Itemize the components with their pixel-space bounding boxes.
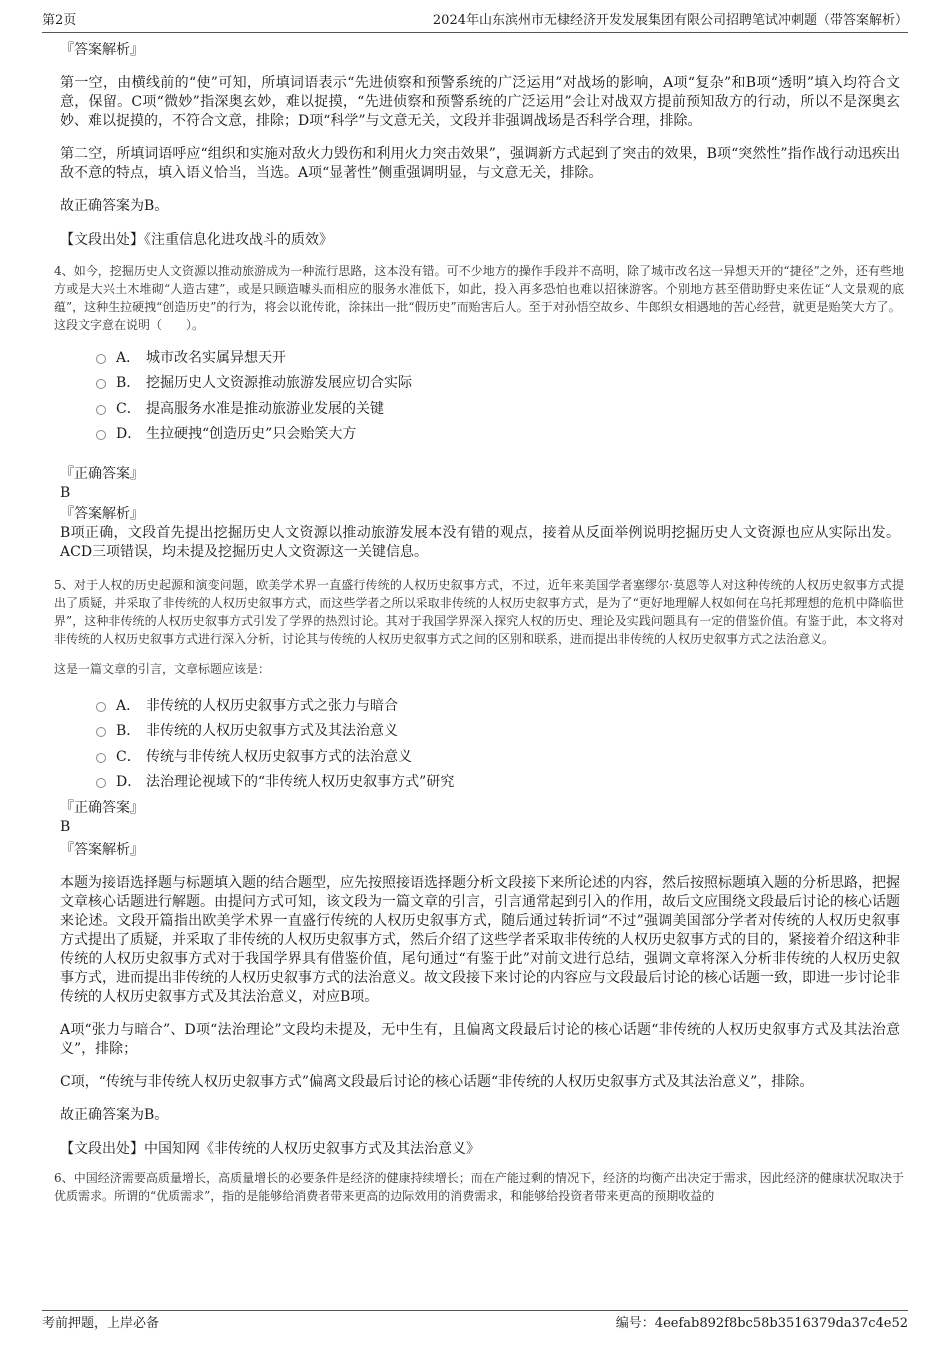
q4-option-a[interactable]	[96, 344, 904, 370]
q3-analysis-label: 『答案解析』	[60, 42, 144, 58]
option-letter: B．	[116, 375, 141, 392]
option-letter: C．	[116, 400, 141, 417]
q4-correct-answer: B	[60, 485, 71, 501]
q4-option-c[interactable]	[96, 395, 904, 421]
option-text: 传统与非传统人权历史叙事方式的法治意义	[146, 748, 412, 765]
q4-correct-label: 『正确答案』	[60, 466, 144, 482]
page-number: 第2页	[42, 13, 77, 28]
q5-option-a[interactable]	[96, 692, 904, 718]
radio-icon[interactable]	[96, 753, 106, 763]
radio-icon[interactable]	[96, 430, 106, 440]
option-text: 生拉硬拽“创造历史”只会贻笑大方	[146, 426, 357, 443]
q5-correct-answer: B	[60, 819, 71, 835]
radio-icon[interactable]	[96, 727, 106, 737]
page-footer	[42, 1310, 908, 1335]
q4-analysis-label: 『答案解析』	[60, 506, 144, 522]
q3-source: 【文段出处】《注重信息化进攻战斗的质效》	[60, 232, 333, 248]
document-code: 编号：4eefab892f8bc58b3516379da37c4e52	[615, 1316, 908, 1331]
option-text: 非传统的人权历史叙事方式及其法治意义	[146, 723, 398, 740]
q3-analysis-para1: 第一空，由横线前的“使”可知，所填词语表示“先进侦察和预警系统的广泛运用”对战场的影响，A项“复杂”和B项“透明”填入均符合文意，保留。C项“微妙”指深奥玄妙，难以捉摸，“先进侦察和预警系统的广泛运用”会让对战双方提前预知敌方的行动，所以不是深奥玄妙、难以捉摸的，不符合文意，排除；D项“科学”与文意无关，文段并非强调战场是否科学合理，排除。	[60, 75, 900, 129]
q5-stem: 5、对于人权的历史起源和演变问题，欧美学术界一直盛行传统的人权历史叙事方式，不过，近年来美国学者塞缪尔·莫恩等人对这种传统的人权历史叙事方式提出了质疑，并采取了非传统的人权历史叙事方式，而这些学者之所以采取非传统的人权历史叙事方式，是为了“更好地理解人权如何在乌托邦理想的危机中降临世界”，这种非传统的人权历史叙事方式引发了学界的热烈讨论。其对于我国学界深入探究人权的历史、理论及实践问题具有一定的借鉴价值。有鉴于此，本文将对非传统的人权历史叙事方式进行深入分析，讨论其与传统的人权历史叙事方式之间的区别和联系，进而提出非传统的人权历史叙事方式之法治意义。	[54, 578, 904, 646]
option-text: 非传统的人权历史叙事方式之张力与暗合	[146, 697, 398, 714]
q5-conclusion: 故正确答案为B。	[60, 1107, 169, 1123]
option-text: 挖掘历史人文资源推动旅游发展应切合实际	[146, 375, 412, 392]
radio-icon[interactable]	[96, 354, 106, 364]
page-header	[42, 12, 908, 33]
q5-correct-label: 『正确答案』	[60, 800, 144, 816]
option-letter: C．	[116, 748, 141, 765]
q4-stem: 4、如今，挖掘历史人文资源以推动旅游成为一种流行思路，这本没有错。可不少地方的操作手段并不高明，除了城市改名这一异想天开的“捷径”之外，还有些地方或是大兴土木堆砌“人造古建”，或是只顾造噱头而相应的服务水准低下，如此，投入再多恐怕也难以招徕游客。个别地方甚至借助野史来佐证“人文景观的底蕴”，这种生拉硬拽“创造历史”的行为，将会以讹传讹，涂抹出一批“假历史”而贻害后人。至于对孙悟空故乡、牛郎织女相遇地的苦心经营，就更是贻笑大方了。	[54, 264, 904, 314]
option-letter: D．	[116, 774, 142, 791]
radio-icon[interactable]	[96, 778, 106, 788]
q3-analysis-para2: 第二空，所填词语呼应“组织和实施对敌火力毁伤和利用火力突击效果”，强调新方式起到了突击的效果，B项“突然性”指作战行动迅疾出敌不意的特点，填入语义恰当，当选。A项“显著性”侧重强调明显，与文意无关，排除。	[60, 146, 900, 181]
q4-options	[96, 344, 904, 446]
option-letter: B．	[116, 723, 141, 740]
option-text: 城市改名实属异想天开	[146, 349, 286, 366]
q3-conclusion: 故正确答案为B。	[60, 198, 169, 214]
radio-icon[interactable]	[96, 405, 106, 415]
option-letter: A．	[116, 697, 141, 714]
q4-option-d[interactable]	[96, 421, 904, 447]
q5-prompt: 这是一篇文章的引言，文章标题应该是：	[54, 662, 271, 676]
option-letter: D．	[116, 426, 142, 443]
q5-option-b[interactable]	[96, 718, 904, 744]
q6-stem: 6、中国经济需要高质量增长，高质量增长的必要条件是经济的健康持续增长；而在产能过剩的情况下，经济的均衡产出决定于需求，因此经济的健康状况取决于优质需求。所谓的“优质需求”，指的是能够给消费者带来更高的边际效用的消费需求，和能够给投资者带来更高的预期收益的	[54, 1171, 904, 1203]
footer-slogan: 考前押题，上岸必备	[42, 1316, 160, 1331]
q4-option-b[interactable]	[96, 370, 904, 396]
q5-option-c[interactable]	[96, 743, 904, 769]
radio-icon[interactable]	[96, 379, 106, 389]
q4-analysis: B项正确，文段首先提出挖掘历史人文资源以推动旅游发展本没有错的观点，接着从反面举例说明挖掘历史人文资源也应从实际出发。ACD三项错误，均未提及挖掘历史人文资源这一关键信息。	[60, 525, 900, 560]
q4-prompt: 这段文字意在说明（ ）。	[54, 318, 205, 332]
option-text: 提高服务水准是推动旅游业发展的关键	[146, 400, 384, 417]
radio-icon[interactable]	[96, 702, 106, 712]
q5-analysis-para3: C项，“传统与非传统人权历史叙事方式”偏离文段最后讨论的核心话题“非传统的人权历史叙事方式及其法治意义”，排除。	[60, 1074, 814, 1090]
q5-options	[96, 692, 904, 794]
option-letter: A．	[116, 349, 141, 366]
q5-analysis-para1: 本题为接语选择题与标题填入题的结合题型，应先按照接语选择题分析文段接下来所论述的内容，然后按照标题填入题的分析思路，把握文章核心话题进行解题。由提问方式可知，该文段为一篇文章的引言，引言通常起到引入的作用，故后文应围绕文段最后讨论的核心话题来论述。文段开篇指出欧美学术界一直盛行传统的人权历史叙事方式，随后通过转折词“不过”强调美国部分学者对传统的人权历史叙事方式提出了质疑，并采取了非传统的人权历史叙事方式，然后介绍了这些学者采取非传统的人权历史叙事方式的目的，紧接着介绍这种非传统的人权历史叙事方式对于我国学界具有借鉴价值，尾句通过“有鉴于此”对前文进行总结，强调文章将深入分析非传统的人权历史叙事方式，进而提出非传统的人权历史叙事方式的法治意义。故文段接下来讨论的内容应与文段最后讨论的核心话题一致，即进一步讨论非传统的人权历史叙事方式及其法治意义，对应B项。	[60, 875, 900, 1005]
q5-source: 【文段出处】中国知网《非传统的人权历史叙事方式及其法治意义》	[60, 1141, 480, 1157]
option-text: 法治理论视域下的“非传统人权历史叙事方式”研究	[146, 774, 455, 791]
document-title: 2024年山东滨州市无棣经济开发发展集团有限公司招聘笔试冲刺题（带答案解析）	[432, 13, 908, 28]
q5-analysis-para2: A项“张力与暗合”、D项“法治理论”文段均未提及，无中生有，且偏离文段最后讨论的核心话题“非传统的人权历史叙事方式及其法治意义”，排除；	[60, 1022, 900, 1057]
q5-option-d[interactable]	[96, 769, 904, 795]
q5-analysis-label: 『答案解析』	[60, 842, 144, 858]
page-content	[56, 40, 904, 1205]
